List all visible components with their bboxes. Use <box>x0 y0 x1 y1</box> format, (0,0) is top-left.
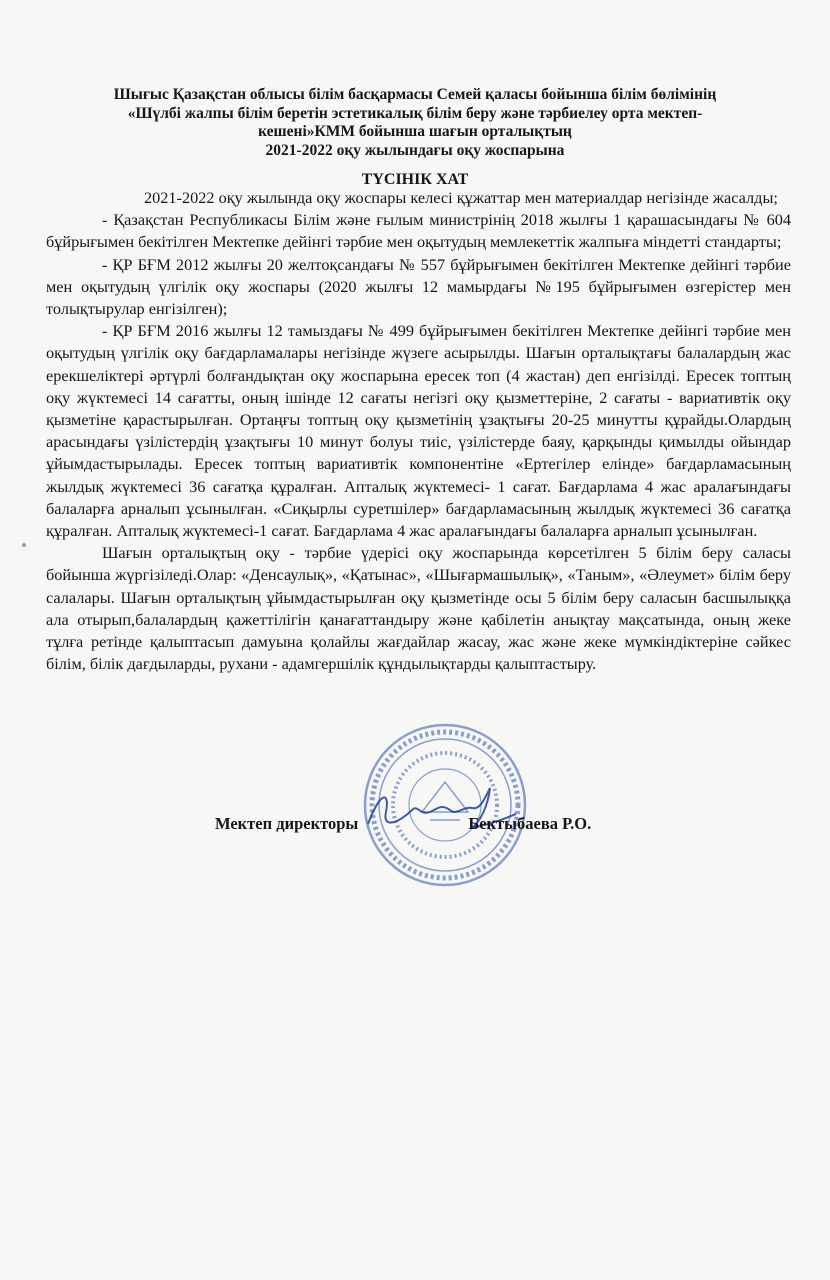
paragraph-intro: 2021-2022 оқу жылында оқу жоспары келесі құжаттар мен материалдар негізінде жасалды; <box>144 188 778 207</box>
paragraph-process: Шағын орталықтың оқу - тәрбие үдерісі оқу жоспарында көрсетілген 5 білім беру саласы бойынша жүргізіледі.Олар: «Денсаулық», «Қатынас», «Шығармашылық», «Таным», «Әлеумет» білім беру салалары. Шағын орталықтың ұйымдастырылған оқу қызметінде осы 5 білім беру саласын басшылыққа ала отырып,балалардың қажеттілігін қанағаттандыру және қабілетін анықтау мақсатында, оның жеке тұлға ретінде қалыптасып дамуына қолайлы жағдайлар жасау, жас және жеке мүмкіндіктеріне сәйкес білім, білік дағдыларды, рухани - адамгершілік құндылықтарды қалыптастыру. <box>46 543 791 674</box>
signatory-role: Мектеп директоры <box>215 814 359 833</box>
paragraph-standard: - Қазақстан Республикасы Білім және ғылым министрінің 2018 жылғы 1 қарашасындағы № 604 бұйрығымен бекітілген Мектепке дейінгі тәрбие мен оқытудың мемлекеттік жалпыға міндетті стандарты; <box>46 210 791 252</box>
signature-line <box>215 814 775 834</box>
header-line-2: «Шүлбі жалпы білім беретін эстетикалық білім беру және тәрбиелеу орта мектеп- <box>127 104 703 122</box>
header-line-3: кешені»КММ бойынша шағын орталықтың <box>258 123 572 140</box>
paragraph-programs: - ҚР БҒМ 2016 жылғы 12 тамыздағы № 499 бұйрығымен бекітілген Мектепке дейінгі тәрбие мен оқытудың үлгілік оқу бағдарламалары негізінде жүзеге асырылды. Шағын орталықтағы балалардың жас ерекшеліктері әртүрлі болғандықтан оқу жоспарына ересек топ (4 жастан) деп енгізілді. Ересек топтың оқу жүктемесі 14 сағатты, оның ішінде 12 сағаты негізгі оқу қызметтеріне, 2 сағаты - вариативтік оқу қызметіне қарастырылған. Ортаңғы топтың оқу қызметінің ұзақтығы 20-25 минутты құрайды.Олардың арасындағы үзілістердің ұзақтығы 10 минут болуы тиіс, үзілістерде баяу, қарқынды қимылды ойындар ұйымдастырылады. Ересек топтың вариативтік компонентіне «Ертегілер елінде» бағдарламасының жылдық жүктемесі 36 сағатқа құралған. Апталық жүктемесі- 1 сағат. Бағдарлама 4 жас аралағындағы балаларға арналып ұсынылған. «Сиқырлы суретшілер» бағдарламасының жылдық жүктемесі 36 сағатқа құралған. Апталық жүктемесі-1 сағат. Бағдарлама 4 жас аралағындағы балаларға арналып ұсынылған. <box>46 321 791 541</box>
signatory-name: Бектыбаева Р.О. <box>468 814 592 833</box>
paper-speck <box>22 543 26 547</box>
document-title: ТҮСІНІК ХАТ <box>361 171 469 188</box>
header-line-1: Шығыс Қазақстан облысы білім басқармасы Семей қаласы бойынша білім бөлімінің <box>113 86 717 103</box>
document-header <box>40 86 790 160</box>
header-line-4: 2021-2022 оқу жылындағы оқу жоспарына <box>265 141 565 159</box>
paragraph-curriculum: - ҚР БҒМ 2012 жылғы 20 желтоқсандағы № 557 бұйрығымен бекітілген Мектепке дейінгі тәрбие мен оқытудың үлгілік оқу жоспары (2020 жылғы 12 мамырдағы №195 бұйрығымен өзгерістер мен толықтырулар енгізілген); <box>46 254 791 319</box>
document-body <box>46 187 791 675</box>
